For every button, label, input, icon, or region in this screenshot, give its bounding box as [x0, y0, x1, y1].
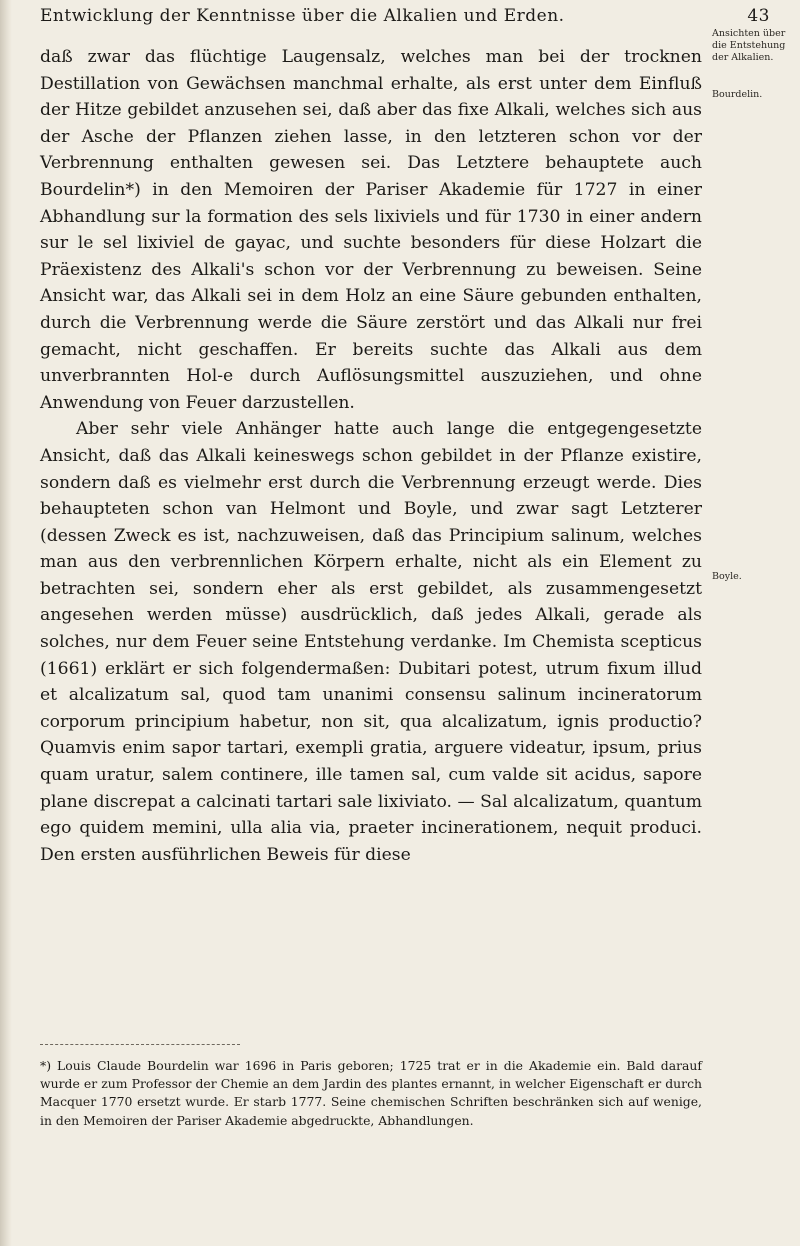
- margin-note-boyle: Boyle.: [712, 571, 742, 582]
- footnote: *) Louis Claude Bourdelin war 1696 in Paris geboren; 1725 trat er in die Akademie ein. Bald darauf wurde er zum Professor der Chemie an dem Jardin des plantes ernannt, in welcher Eigenschaft er durch Macquer 1770 ersetzt wurde. Er starb 1777. Seine chemischen Schriften beschränken sich auf wenige, in den Memoiren der Pariser Akademie abgedruckte, Abhandlungen.: [40, 1058, 702, 1128]
- footnote-rule: [40, 1044, 240, 1045]
- margin-note-bourdelin: Bourdelin.: [712, 89, 763, 100]
- running-title: Entwicklung der Kenntnisse über die Alkalien und Erden.: [40, 6, 565, 26]
- page-number: 43: [747, 6, 770, 26]
- margin-note-entstehung: Ansichten über die Entstehung der Alkalien.: [712, 28, 786, 63]
- page-binding-shadow: [0, 0, 12, 1246]
- paragraph-2: Aber sehr viele Anhänger hatte auch lange die entgegengesetzte Ansicht, daß das Alkali keineswegs schon gebildet in der Pflanze existire, sondern daß es vielmehr erst durch die Verbrennung erzeugt werde. Dies behaupteten schon van Helmont und Boyle, und zwar sagt Letzterer (dessen Zweck es ist, nachzuweisen, daß das Principium salinum, welches man aus den verbrennlichen Körpern erhalte, nicht als ein Element zu betrachten sei, sondern eher als erst gebildet, als zusammengesetzt angesehen werden müsse) ausdrücklich, daß jedes Alkali, gerade als solches, nur dem Feuer seine Entstehung verdanke. Im Chemista scepticus (1661) erklärt er sich folgendermaßen: Dubitari potest, utrum fixum illud et alcalizatum sal, quod tam unanimi consensu salinum incineratorum corporum principium habetur, non sit, qua alcalizatum, ignis productio? Quamvis enim sapor tartari, exempli gratia, arguere videatur, ipsum, prius quam uratur, salem continere, ille tamen sal, cum valde sit acidus, sapore plane discrepat a calcinati tartari sale lixiviato. — Sal alcalizatum, quantum ego quidem memini, ulla alia via, praeter incinerationem, nequit produci. Den ersten ausführlichen Beweis für diese: [40, 419, 702, 865]
- main-text: [40, 44, 702, 868]
- paragraph-1: daß zwar das flüchtige Laugensalz, welches man bei der trocknen Destillation von Gewächsen manchmal erhalte, als erst unter dem Einfluß der Hitze gebildet anzusehen sei, daß aber das fixe Alkali, welches sich aus der Asche der Pflanzen ziehen lasse, in den letzteren schon vor der Verbrennung enthalten gewesen sei. Das Letztere behauptete auch Bourdelin*) in den Memoiren der Pariser Akademie für 1727 in einer Abhandlung sur la formation des sels lixiviels und für 1730 in einer andern sur le sel lixiviel de gayac, und suchte besonders für diese Holzart die Präexistenz des Alkali's schon vor der Verbrennung zu beweisen. Seine Ansicht war, das Alkali sei in dem Holz an eine Säure gebunden enthalten, durch die Verbrennung werde die Säure zerstört und das Alkali nur frei gemacht, nicht geschaffen. Er bereits suchte das Alkali aus dem unverbrannten Hol-e durch Auflösungsmittel auszuziehen, und ohne Anwendung von Feuer darzustellen.: [40, 47, 702, 413]
